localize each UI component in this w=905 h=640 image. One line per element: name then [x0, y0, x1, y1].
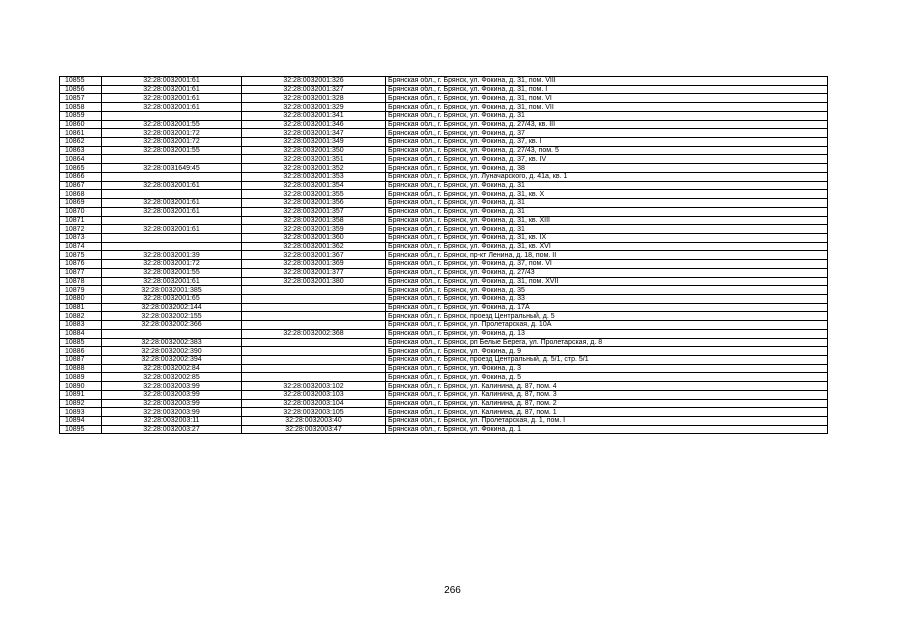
parcel-number-cell: 32:28:0032001:352	[242, 164, 386, 173]
row-number-cell: 10889	[60, 373, 102, 382]
row-number-cell: 10884	[60, 329, 102, 338]
address-cell: Брянская обл., г. Брянск, рп Белые Берега, ул. Пролетарская, д. 8	[386, 338, 828, 347]
row-number-cell: 10895	[60, 425, 102, 434]
quarter-number-cell	[102, 190, 242, 199]
quarter-number-cell: 32:28:0032001:72	[102, 138, 242, 147]
parcel-number-cell: 32:28:0032001:341	[242, 111, 386, 120]
table-row	[60, 347, 828, 356]
parcel-number-cell	[242, 303, 386, 312]
table-row	[60, 146, 828, 155]
table-row	[60, 321, 828, 330]
row-number-cell: 10891	[60, 390, 102, 399]
parcel-number-cell: 32:28:0032001:380	[242, 277, 386, 286]
parcel-number-cell: 32:28:0032001:349	[242, 138, 386, 147]
row-number-cell: 10887	[60, 356, 102, 365]
parcel-number-cell: 32:28:0032003:40	[242, 417, 386, 426]
quarter-number-cell: 32:28:0032001:61	[102, 207, 242, 216]
address-cell: Брянская обл., г. Брянск, ул. Фокина, д. 37	[386, 129, 828, 138]
address-cell: Брянская обл., г. Брянск, ул. Фокина, д. 17А	[386, 303, 828, 312]
row-number-cell: 10893	[60, 408, 102, 417]
parcel-number-cell	[242, 356, 386, 365]
quarter-number-cell: 32:28:0032001:61	[102, 77, 242, 86]
address-cell: Брянская обл., г. Брянск, ул. Фокина, д. 27/43	[386, 268, 828, 277]
row-number-cell: 10885	[60, 338, 102, 347]
parcel-number-cell: 32:28:0032001:326	[242, 77, 386, 86]
address-cell: Брянская обл., г. Брянск, ул. Пролетарская, д. 1, пом. I	[386, 417, 828, 426]
row-number-cell: 10888	[60, 364, 102, 373]
table-row	[60, 251, 828, 260]
address-cell: Брянская обл., г. Брянск, пр-кт Ленина, д. 18, пом. II	[386, 251, 828, 260]
address-cell: Брянская обл., г. Брянск, ул. Фокина, д. 38	[386, 164, 828, 173]
row-number-cell: 10886	[60, 347, 102, 356]
address-cell: Брянская обл., г. Брянск, ул. Фокина, д. 13	[386, 329, 828, 338]
quarter-number-cell: 32:28:0032003:27	[102, 425, 242, 434]
parcel-number-cell: 32:28:0032003:102	[242, 382, 386, 391]
row-number-cell: 10870	[60, 207, 102, 216]
table-row	[60, 155, 828, 164]
quarter-number-cell	[102, 111, 242, 120]
parcel-number-cell: 32:28:0032001:346	[242, 120, 386, 129]
row-number-cell: 10865	[60, 164, 102, 173]
table-row	[60, 277, 828, 286]
row-number-cell: 10871	[60, 216, 102, 225]
table-row	[60, 303, 828, 312]
quarter-number-cell: 32:28:0032001:385	[102, 286, 242, 295]
quarter-number-cell: 32:28:0032002:144	[102, 303, 242, 312]
quarter-number-cell: 32:28:0032001:55	[102, 268, 242, 277]
quarter-number-cell: 32:28:0032001:55	[102, 120, 242, 129]
quarter-number-cell: 32:28:0032001:61	[102, 277, 242, 286]
quarter-number-cell: 32:28:0032001:55	[102, 146, 242, 155]
table-row	[60, 94, 828, 103]
table-row	[60, 85, 828, 94]
parcel-number-cell: 32:28:0032001:377	[242, 268, 386, 277]
quarter-number-cell: 32:28:0032003:99	[102, 382, 242, 391]
table-row	[60, 425, 828, 434]
quarter-number-cell: 32:28:0032003:99	[102, 399, 242, 408]
table-row	[60, 408, 828, 417]
table-row	[60, 312, 828, 321]
parcel-number-cell	[242, 321, 386, 330]
row-number-cell: 10892	[60, 399, 102, 408]
parcel-number-cell: 32:28:0032001:329	[242, 103, 386, 112]
address-cell: Брянская обл., г. Брянск, ул. Фокина, д. 35	[386, 286, 828, 295]
parcel-number-cell: 32:28:0032001:355	[242, 190, 386, 199]
quarter-number-cell: 32:28:0032001:61	[102, 225, 242, 234]
parcel-number-cell: 32:28:0032003:105	[242, 408, 386, 417]
table-row	[60, 268, 828, 277]
row-number-cell: 10861	[60, 129, 102, 138]
table-row	[60, 373, 828, 382]
address-cell: Брянская обл., г. Брянск, ул. Фокина, д. 1	[386, 425, 828, 434]
page-number: 266	[444, 585, 461, 596]
address-cell: Брянская обл., г. Брянск, ул. Пролетарская, д. 10А	[386, 321, 828, 330]
table-row	[60, 190, 828, 199]
table-row	[60, 260, 828, 269]
address-cell: Брянская обл., г. Брянск, ул. Фокина, д. 31, пом. VI	[386, 94, 828, 103]
row-number-cell: 10872	[60, 225, 102, 234]
quarter-number-cell	[102, 155, 242, 164]
parcel-number-cell: 32:28:0032001:327	[242, 85, 386, 94]
address-cell: Брянская обл., г. Брянск, ул. Фокина, д. 31, кв. XVI	[386, 242, 828, 251]
address-cell: Брянская обл., г. Брянск, ул. Калинина, д. 87, пом. 1	[386, 408, 828, 417]
parcel-number-cell: 32:28:0032001:359	[242, 225, 386, 234]
row-number-cell: 10890	[60, 382, 102, 391]
table-row	[60, 216, 828, 225]
address-cell: Брянская обл., г. Брянск, проезд Центральный, д. 5/1, стр. 5/1	[386, 356, 828, 365]
table-row	[60, 233, 828, 242]
table-row	[60, 417, 828, 426]
row-number-cell: 10856	[60, 85, 102, 94]
row-number-cell: 10859	[60, 111, 102, 120]
address-cell: Брянская обл., г. Брянск, ул. Фокина, д. 31	[386, 181, 828, 190]
quarter-number-cell: 32:28:0032001:39	[102, 251, 242, 260]
quarter-number-cell: 32:28:0032001:61	[102, 103, 242, 112]
table-row	[60, 338, 828, 347]
table-row	[60, 172, 828, 181]
parcel-number-cell	[242, 294, 386, 303]
table-row	[60, 399, 828, 408]
parcel-number-cell: 32:28:0032001:347	[242, 129, 386, 138]
parcel-number-cell: 32:28:0032001:367	[242, 251, 386, 260]
quarter-number-cell	[102, 233, 242, 242]
row-number-cell: 10881	[60, 303, 102, 312]
table-row	[60, 207, 828, 216]
address-cell: Брянская обл., г. Брянск, ул. Фокина, д. 9	[386, 347, 828, 356]
address-cell: Брянская обл., г. Брянск, проезд Центральный, д. 5	[386, 312, 828, 321]
table-row	[60, 242, 828, 251]
quarter-number-cell: 32:28:0032001:72	[102, 129, 242, 138]
address-cell: Брянская обл., г. Брянск, ул. Фокина, д. 3	[386, 364, 828, 373]
row-number-cell: 10874	[60, 242, 102, 251]
row-number-cell: 10857	[60, 94, 102, 103]
address-cell: Брянская обл., г. Брянск, ул. Фокина, д. 31, кв. IX	[386, 233, 828, 242]
address-cell: Брянская обл., г. Брянск, ул. Фокина, д. 31, пом. VIII	[386, 77, 828, 86]
table-row	[60, 225, 828, 234]
quarter-number-cell	[102, 329, 242, 338]
address-cell: Брянская обл., г. Брянск, ул. Фокина, д. 37, кв. IV	[386, 155, 828, 164]
quarter-number-cell: 32:28:0032002:390	[102, 347, 242, 356]
quarter-number-cell: 32:28:0032001:61	[102, 199, 242, 208]
address-cell: Брянская обл., г. Брянск, ул. Калинина, д. 87, пом. 2	[386, 399, 828, 408]
table-row	[60, 120, 828, 129]
quarter-number-cell	[102, 242, 242, 251]
address-cell: Брянская обл., г. Брянск, ул. Фокина, д. 31	[386, 111, 828, 120]
row-number-cell: 10864	[60, 155, 102, 164]
address-cell: Брянская обл., г. Брянск, ул. Фокина, д. 31	[386, 199, 828, 208]
address-cell: Брянская обл., г. Брянск, ул. Фокина, д. 31	[386, 207, 828, 216]
parcel-number-cell: 32:28:0032001:350	[242, 146, 386, 155]
table-row	[60, 103, 828, 112]
row-number-cell: 10863	[60, 146, 102, 155]
quarter-number-cell: 32:28:0032002:84	[102, 364, 242, 373]
table-row	[60, 138, 828, 147]
parcel-number-cell: 32:28:0032001:354	[242, 181, 386, 190]
address-cell: Брянская обл., г. Брянск, ул. Фокина, д. 37, пом. VI	[386, 260, 828, 269]
address-cell: Брянская обл., г. Брянск, ул. Фокина, д. 31, пом. I	[386, 85, 828, 94]
quarter-number-cell: 32:28:0032001:72	[102, 260, 242, 269]
table-row	[60, 77, 828, 86]
parcel-number-cell	[242, 373, 386, 382]
table-row	[60, 329, 828, 338]
row-number-cell: 10855	[60, 77, 102, 86]
quarter-number-cell: 32:28:0032001:61	[102, 94, 242, 103]
row-number-cell: 10882	[60, 312, 102, 321]
row-number-cell: 10894	[60, 417, 102, 426]
parcel-number-cell: 32:28:0032001:356	[242, 199, 386, 208]
quarter-number-cell: 32:28:0032001:65	[102, 294, 242, 303]
address-cell: Брянская обл., г. Брянск, ул. Фокина, д. 31	[386, 225, 828, 234]
parcel-number-cell	[242, 312, 386, 321]
table-row	[60, 164, 828, 173]
table-row	[60, 199, 828, 208]
parcel-number-cell: 32:28:0032001:360	[242, 233, 386, 242]
address-cell: Брянская обл., г. Брянск, ул. Калинина, д. 87, пом. 3	[386, 390, 828, 399]
quarter-number-cell: 32:28:0032001:61	[102, 85, 242, 94]
row-number-cell: 10878	[60, 277, 102, 286]
quarter-number-cell: 32:28:0032003:99	[102, 408, 242, 417]
address-cell: Брянская обл., г. Брянск, ул. Фокина, д. 31, пом. XVII	[386, 277, 828, 286]
address-cell: Брянская обл., г. Брянск, ул. Фокина, д. 33	[386, 294, 828, 303]
address-cell: Брянская обл., г. Брянск, ул. Фокина, д. 37, кв. I	[386, 138, 828, 147]
address-cell: Брянская обл., г. Брянск, ул. Фокина, д. 5	[386, 373, 828, 382]
table-row	[60, 382, 828, 391]
table-row	[60, 390, 828, 399]
address-cell: Брянская обл., г. Брянск, ул. Фокина, д. 31, пом. VII	[386, 103, 828, 112]
table-row	[60, 181, 828, 190]
table-row	[60, 364, 828, 373]
quarter-number-cell: 32:28:0031649:45	[102, 164, 242, 173]
registry-table-body	[60, 77, 828, 434]
table-row	[60, 129, 828, 138]
table-row	[60, 356, 828, 365]
quarter-number-cell: 32:28:0032002:85	[102, 373, 242, 382]
quarter-number-cell: 32:28:0032002:366	[102, 321, 242, 330]
parcel-number-cell: 32:28:0032001:328	[242, 94, 386, 103]
address-cell: Брянская обл., г. Брянск, ул. Фокина, д. 31, кв. X	[386, 190, 828, 199]
row-number-cell: 10883	[60, 321, 102, 330]
parcel-number-cell: 32:28:0032001:362	[242, 242, 386, 251]
parcel-number-cell	[242, 364, 386, 373]
row-number-cell: 10858	[60, 103, 102, 112]
parcel-number-cell: 32:28:0032001:369	[242, 260, 386, 269]
address-cell: Брянская обл., г. Брянск, ул. Калинина, д. 87, пом. 4	[386, 382, 828, 391]
address-cell: Брянская обл., г. Брянск, ул. Луначарского, д. 41а, кв. 1	[386, 172, 828, 181]
quarter-number-cell: 32:28:0032003:99	[102, 390, 242, 399]
parcel-number-cell: 32:28:0032002:368	[242, 329, 386, 338]
row-number-cell: 10868	[60, 190, 102, 199]
address-cell: Брянская обл., г. Брянск, ул. Фокина, д. 31, кв. XIII	[386, 216, 828, 225]
quarter-number-cell: 32:28:0032002:155	[102, 312, 242, 321]
row-number-cell: 10860	[60, 120, 102, 129]
quarter-number-cell: 32:28:0032002:383	[102, 338, 242, 347]
quarter-number-cell: 32:28:0032003:11	[102, 417, 242, 426]
parcel-number-cell: 32:28:0032001:351	[242, 155, 386, 164]
row-number-cell: 10875	[60, 251, 102, 260]
table-row	[60, 111, 828, 120]
parcel-number-cell: 32:28:0032003:104	[242, 399, 386, 408]
parcel-number-cell: 32:28:0032001:357	[242, 207, 386, 216]
quarter-number-cell: 32:28:0032002:394	[102, 356, 242, 365]
table-row	[60, 286, 828, 295]
parcel-number-cell	[242, 286, 386, 295]
parcel-number-cell: 32:28:0032003:47	[242, 425, 386, 434]
row-number-cell: 10869	[60, 199, 102, 208]
row-number-cell: 10866	[60, 172, 102, 181]
row-number-cell: 10877	[60, 268, 102, 277]
address-cell: Брянская обл., г. Брянск, ул. Фокина, д. 27/43, пом. 5	[386, 146, 828, 155]
registry-table	[59, 76, 828, 434]
row-number-cell: 10867	[60, 181, 102, 190]
table-row	[60, 294, 828, 303]
parcel-number-cell: 32:28:0032001:358	[242, 216, 386, 225]
quarter-number-cell	[102, 172, 242, 181]
row-number-cell: 10876	[60, 260, 102, 269]
parcel-number-cell	[242, 338, 386, 347]
row-number-cell: 10873	[60, 233, 102, 242]
row-number-cell: 10879	[60, 286, 102, 295]
parcel-number-cell: 32:28:0032001:353	[242, 172, 386, 181]
quarter-number-cell: 32:28:0032001:61	[102, 181, 242, 190]
parcel-number-cell: 32:28:0032003:103	[242, 390, 386, 399]
row-number-cell: 10862	[60, 138, 102, 147]
quarter-number-cell	[102, 216, 242, 225]
row-number-cell: 10880	[60, 294, 102, 303]
address-cell: Брянская обл., г. Брянск, ул. Фокина, д. 27/43, кв. III	[386, 120, 828, 129]
parcel-number-cell	[242, 347, 386, 356]
